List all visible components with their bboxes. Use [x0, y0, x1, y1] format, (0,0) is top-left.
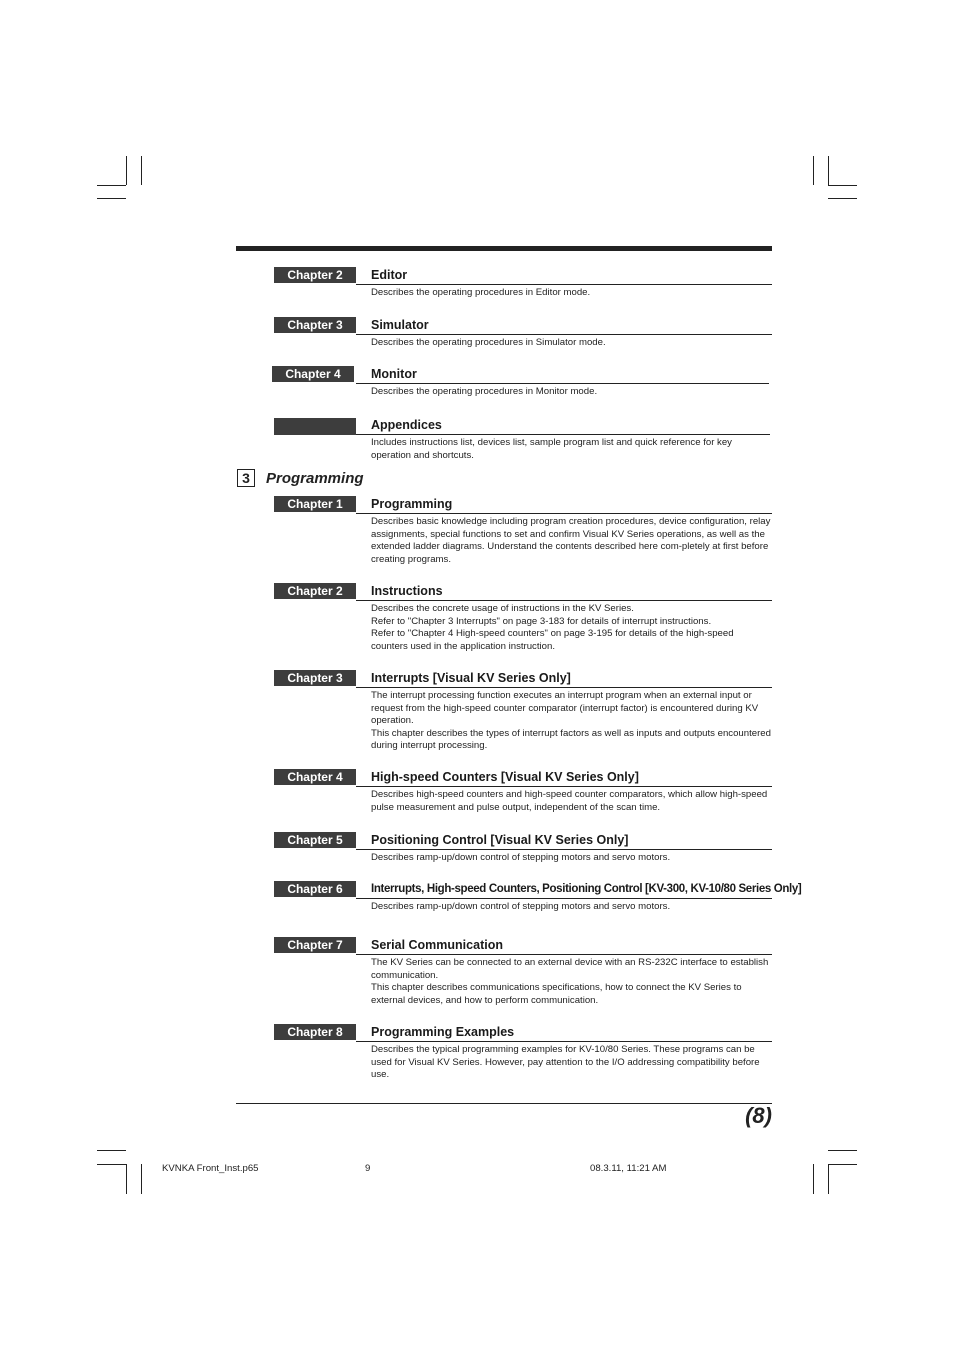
crop-mark [141, 1164, 142, 1194]
chapter-chip: Chapter 2 [274, 267, 356, 283]
footer-filename: KVNKA Front_Inst.p65 [162, 1163, 259, 1174]
divider [356, 383, 769, 384]
chapter-title: Positioning Control [Visual KV Series Only] [371, 833, 629, 847]
chapter-title: High-speed Counters [Visual KV Series Only] [371, 770, 639, 784]
chapter-description: Includes instructions list, devices list, sample program list and quick reference for key operation and shortcuts. [371, 437, 732, 461]
crop-mark [828, 1150, 857, 1151]
header-bar [236, 246, 772, 251]
crop-mark [828, 185, 857, 186]
crop-mark [828, 156, 829, 185]
chapter-chip: Chapter 4 [274, 769, 356, 785]
chapter-chip: Chapter 8 [274, 1024, 356, 1040]
divider [356, 334, 772, 335]
chapter-title: Interrupts [Visual KV Series Only] [371, 671, 571, 685]
chapter-title: Monitor [371, 367, 417, 381]
chapter-description: Describes the operating procedures in Editor mode. [371, 287, 591, 298]
chapter-description: Describes ramp-up/down control of stepping motors and servo motors. [371, 852, 671, 863]
chapter-description: The KV Series can be connected to an external device with an RS-232C interface to establish communication. This chapter describes communications specifications, how to connect the KV Series to external devices, and how to perform communication. [371, 957, 769, 1006]
chapter-chip: Chapter 3 [274, 317, 356, 333]
divider [356, 954, 772, 955]
divider [356, 434, 770, 435]
chapter-chip: Chapter 7 [274, 937, 356, 953]
chapter-chip [274, 418, 356, 435]
chapter-chip: Chapter 1 [274, 496, 356, 512]
chapter-chip: Chapter 3 [274, 670, 356, 686]
crop-mark [813, 156, 814, 185]
divider [356, 284, 772, 285]
chapter-title: Programming [371, 497, 453, 511]
section-title: Programming [266, 470, 364, 487]
chapter-chip: Chapter 6 [274, 881, 356, 897]
chapter-description: Describes high-speed counters and high-speed counter comparators, which allow high-speed pulse measurement and pulse output, independent of the scan time. [371, 789, 768, 813]
crop-mark [126, 1164, 127, 1194]
crop-mark [828, 198, 857, 199]
chapter-description: Describes the concrete usage of instructions in the KV Series. Refer to "Chapter 3 Interrupts" on page 3-183 for details of interrupt instructions. Refer to "Chapter 4 High-speed counters" on page 3-195 for details of the high-speed counters used in the application instruction. [371, 603, 734, 652]
crop-mark [97, 198, 126, 199]
chapter-description: The interrupt processing function executes an interrupt program when an external input or request from the high-speed counter comparator (interrupt factor) is encountered during KV operation. This chapter describes the types of interrupt factors as well as inputs and outputs encountered during interrupt processing. [371, 690, 771, 752]
chapter-description: Describes ramp-up/down control of stepping motors and servo motors. [371, 901, 671, 912]
footer-timestamp: 08.3.11, 11:21 AM [590, 1163, 667, 1174]
divider [356, 513, 772, 514]
footer-rule [236, 1103, 772, 1104]
chapter-title: Programming Examples [371, 1025, 515, 1039]
divider [356, 849, 772, 850]
chapter-title: Editor [371, 268, 408, 282]
chapter-title: Appendices [371, 418, 442, 432]
divider [356, 786, 772, 787]
chapter-description: Describes the typical programming examples for KV-10/80 Series. These programs can be used for Visual KV Series. However, pay attention to the I/O addressing compatibility before use. [371, 1044, 760, 1081]
chapter-title: Simulator [371, 318, 429, 332]
chapter-chip: Chapter 5 [274, 832, 356, 848]
crop-mark [828, 1164, 857, 1165]
chapter-title: Instructions [371, 584, 443, 598]
page-number: (8) [745, 1103, 772, 1128]
crop-mark [97, 1150, 126, 1151]
divider [356, 1041, 772, 1042]
chapter-description: Describes the operating procedures in Simulator mode. [371, 337, 606, 348]
chapter-chip: Chapter 4 [272, 366, 354, 382]
crop-mark [126, 156, 127, 185]
crop-mark [97, 1164, 126, 1165]
footer-sheet-number: 9 [365, 1163, 371, 1174]
crop-mark [141, 156, 142, 185]
chapter-title: Interrupts, High-speed Counters, Positioning Control [KV-300, KV-10/80 Series Only] [371, 883, 802, 895]
chapter-description: Describes basic knowledge including program creation procedures, device configuration, relay assignments, special functions to set and confirm Visual KV Series operations, as well as the extended ladder diagrams. Understand the contents described here com-pletely at first before creating programs. [371, 516, 771, 565]
chapter-title: Serial Communication [371, 938, 503, 952]
divider [356, 600, 772, 601]
divider [356, 687, 772, 688]
crop-mark [97, 185, 126, 186]
divider [356, 898, 772, 899]
crop-mark [813, 1164, 814, 1194]
chapter-description: Describes the operating procedures in Monitor mode. [371, 386, 598, 397]
section-number: 3 [237, 469, 255, 487]
chapter-chip: Chapter 2 [274, 583, 356, 599]
crop-mark [828, 1164, 829, 1194]
